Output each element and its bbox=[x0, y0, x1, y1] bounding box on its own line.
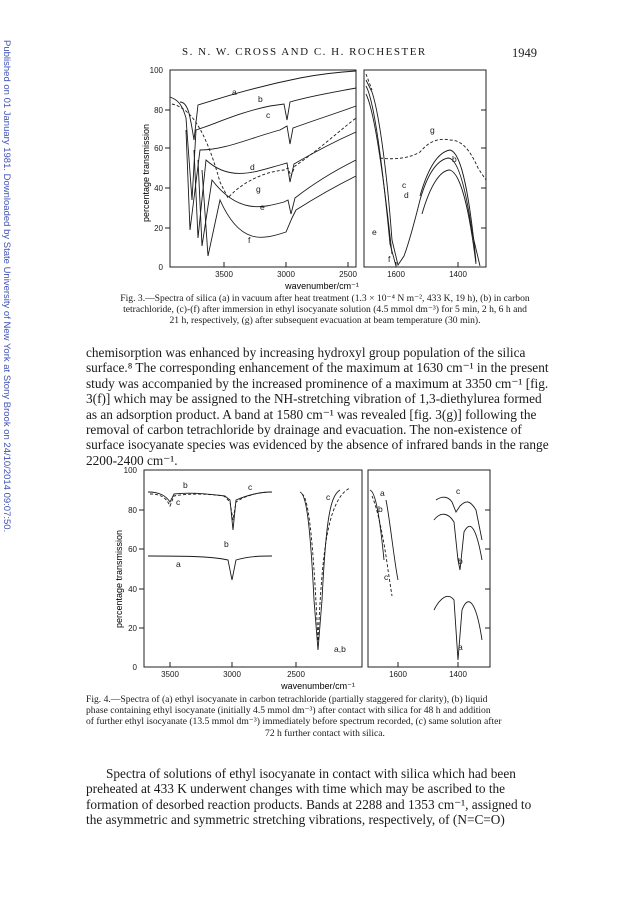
text-line: removal of carbon tetrachloride by drainage and evacuation. The non-existence of bbox=[86, 422, 522, 438]
figure-3 bbox=[0, 60, 624, 292]
text-line: preheated at 433 K underwent changes with time which may be ascribed to the bbox=[86, 781, 506, 797]
fig4-right-label-c: c bbox=[384, 572, 389, 582]
fig3-y-axis-label: percentage transmission bbox=[141, 123, 151, 222]
fig4-xtick: 2500 bbox=[287, 670, 305, 679]
figure-4-caption bbox=[86, 694, 564, 739]
fig4-right2-label-a: a bbox=[458, 642, 463, 652]
fig3-xtick: 3500 bbox=[215, 270, 233, 279]
fig4-right-label-a: a bbox=[380, 488, 385, 498]
fig3-right-label-d: d bbox=[404, 190, 409, 200]
fig3-label-c: c bbox=[266, 110, 271, 120]
fig3-right-label-g: g bbox=[430, 125, 435, 135]
fig4-ytick: 80 bbox=[128, 506, 137, 515]
figure-3-caption bbox=[86, 293, 564, 327]
fig3-x-axis-label: wavenumber/cm⁻¹ bbox=[285, 281, 359, 291]
fig4-x-ticks bbox=[161, 670, 467, 679]
fig3-label-a: a bbox=[232, 87, 237, 97]
fig3-right-label-f: f bbox=[388, 254, 391, 264]
text-line: as an adsorption product. A band at 1580 cm⁻¹ was revealed [fig. 3(g)] following the bbox=[86, 406, 537, 422]
fig4-mid-label-ab: a,b bbox=[334, 644, 346, 654]
fig3-xtick: 3000 bbox=[277, 270, 295, 279]
caption-line: Fig. 4.—Spectra of (a) ethyl isocyanate in carbon tetrachloride (partially staggered for clarity), (b) liquid bbox=[86, 694, 488, 705]
text-line: 3(f)] which may be assigned to the NH-stretching vibration of 1,3-diethylurea formed bbox=[86, 391, 542, 407]
caption-line: of further ethyl isocyanate (13.5 mmol dm⁻³) immediately before spectrum recorded, (c) same solution after bbox=[86, 716, 502, 728]
text-line: formation of desorbed reaction products. Bands at 2288 and 1353 cm⁻¹, assigned to bbox=[86, 796, 532, 812]
fig4-ytick: 20 bbox=[128, 624, 137, 633]
fig4-label-c2: c bbox=[248, 482, 253, 492]
fig4-label-b: b bbox=[183, 480, 188, 490]
fig3-ytick: 20 bbox=[154, 224, 163, 233]
page-number: 1949 bbox=[512, 46, 537, 60]
caption-line: 21 h, respectively, (g) after subsequent evacuation at beam temperature (30 min). bbox=[169, 315, 481, 327]
fig3-xtick: 1400 bbox=[449, 270, 467, 279]
fig4-label-a: a bbox=[176, 559, 181, 569]
caption-line: Fig. 3.—Spectra of silica (a) in vacuum after heat treatment (1.3 × 10⁻⁴ N m⁻², 433 K, 19 h), (b) in carbon bbox=[120, 293, 530, 304]
fig3-xtick: 2500 bbox=[339, 270, 357, 279]
fig4-curve-c bbox=[150, 492, 272, 520]
running-header-authors: S. N. W. CROSS AND C. H. ROCHESTER bbox=[182, 46, 427, 58]
fig4-right-label-b: b bbox=[378, 504, 383, 514]
caption-line: tetrachloride, (c)-(f) after immersion in ethyl isocyanate solution (4.5 mmol dm⁻³) for 5 min, 2 h, 6 h and bbox=[123, 304, 527, 316]
fig3-ytick: 0 bbox=[158, 263, 163, 272]
fig4-mid-curve-a bbox=[300, 490, 340, 650]
text-line: surface.⁸ The corresponding enhancement of the maximum at 1630 cm⁻¹ in the present bbox=[86, 360, 549, 376]
fig4-mid-label-c: c bbox=[326, 492, 331, 502]
fig4-mid-curve-c bbox=[302, 488, 350, 640]
fig4-curve-a bbox=[148, 556, 272, 580]
fig3-right-label-b: b bbox=[452, 154, 457, 164]
fig3-right-curve-g bbox=[366, 74, 486, 180]
fig3-label-e: e bbox=[260, 202, 265, 212]
text-line: chemisorption was enhanced by increasing hydroxyl group population of the silica bbox=[86, 345, 526, 360]
fig4-xtick: 3000 bbox=[223, 670, 241, 679]
fig4-right2-label-c: c bbox=[456, 486, 461, 496]
fig3-ytick: 80 bbox=[154, 106, 163, 115]
fig3-label-b: b bbox=[258, 94, 263, 104]
fig3-curve-a bbox=[180, 71, 356, 140]
fig3-label-d: d bbox=[250, 162, 255, 172]
paragraph-1 bbox=[86, 345, 562, 468]
fig4-right-panel-frame bbox=[368, 470, 490, 667]
fig3-right-label-c: c bbox=[402, 180, 407, 190]
text-line: surface isocyanate species was evidenced by the absence of infrared bands in the range bbox=[86, 437, 549, 453]
fig4-ytick: 100 bbox=[123, 466, 137, 475]
fig4-ytick: 60 bbox=[128, 545, 137, 554]
fig4-label-c: c bbox=[176, 497, 181, 507]
fig4-right-curve-a bbox=[370, 490, 398, 580]
fig3-ytick: 60 bbox=[154, 144, 163, 153]
fig4-xtick: 1400 bbox=[449, 670, 467, 679]
fig3-xtick: 1600 bbox=[387, 270, 405, 279]
download-watermark-text: Published on 01 January 1981. Downloaded by State University of New York at Stony Brook on 24/10/2014 09:07:50. bbox=[1, 40, 12, 533]
fig3-curve-f bbox=[202, 170, 356, 256]
fig3-right-label-e: e bbox=[372, 227, 377, 237]
fig3-label-f: f bbox=[248, 235, 251, 245]
fig4-right2-label-b: b bbox=[458, 556, 463, 566]
fig4-curve-b bbox=[148, 492, 272, 530]
fig3-ytick: 40 bbox=[154, 184, 163, 193]
fig4-spectra bbox=[148, 488, 482, 660]
caption-line: 72 h further contact with silica. bbox=[265, 727, 385, 739]
fig3-spectra bbox=[170, 71, 486, 266]
text-line: Spectra of solutions of ethyl isocyanate in contact with silica which had been bbox=[106, 766, 516, 781]
figure-4 bbox=[0, 462, 624, 696]
fig4-y-axis-label: percentage transmission bbox=[114, 529, 124, 628]
fig3-y-ticks bbox=[150, 66, 164, 272]
paragraph-2 bbox=[86, 766, 562, 828]
fig3-x-ticks bbox=[215, 270, 467, 279]
fig4-label-b2: b bbox=[224, 539, 229, 549]
text-line: study was accompanied by the increased prominence of a maximum at 3350 cm⁻¹ [fig. bbox=[86, 375, 549, 391]
text-line: 2200-2400 cm⁻¹. bbox=[86, 452, 178, 468]
text-line: the asymmetric and symmetric stretching vibrations, respectively, of (N=C=O) bbox=[86, 812, 505, 828]
fig3-right-curve-c bbox=[366, 94, 476, 264]
fig4-y-ticks bbox=[124, 466, 138, 672]
fig4-ytick: 40 bbox=[128, 585, 137, 594]
fig4-xtick: 3500 bbox=[161, 670, 179, 679]
caption-line: phase containing ethyl isocyanate (initially 4.5 mmol dm⁻³) after contact with silica for 48 h and addition bbox=[86, 705, 491, 717]
fig4-x-axis-label: wavenumber/cm⁻¹ bbox=[281, 681, 355, 691]
fig4-xtick: 1600 bbox=[389, 670, 407, 679]
fig3-ytick: 100 bbox=[149, 66, 163, 75]
fig3-label-g: g bbox=[256, 184, 261, 194]
fig4-ytick: 0 bbox=[132, 663, 137, 672]
